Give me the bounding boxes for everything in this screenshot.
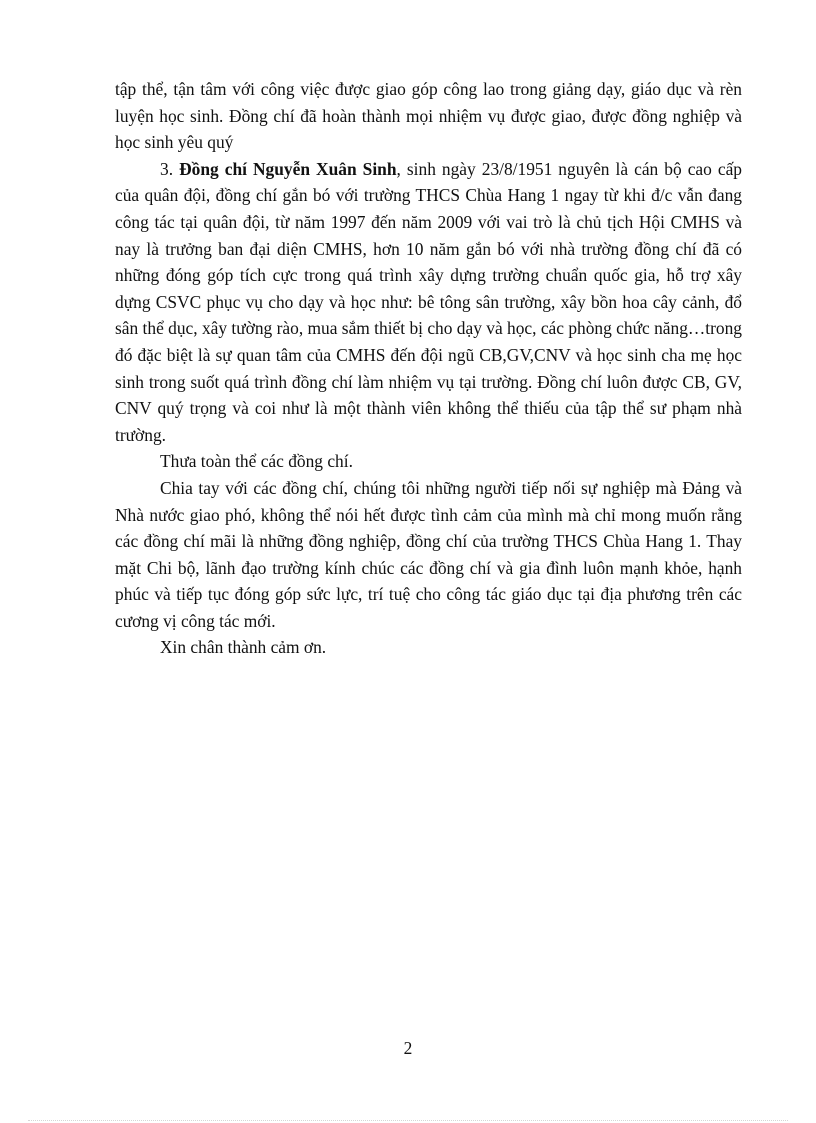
paragraph-greeting: Thưa toàn thể các đồng chí. bbox=[160, 451, 353, 472]
paragraph-farewell: Chia tay với các đồng chí, chúng tôi những người tiếp nối sự nghiệp mà Đảng và Nhà nước giao phó, không thể nói hết được tình cảm của mình mà chỉ mong muốn rằng các đồng chí mãi là những đồng nghiệp, đồng chí của trường THCS Chùa Hang 1. Thay mặt Chi bộ, lãnh đạo trường kính chúc các đồng chí và gia đình luôn mạnh khỏe, hạnh phúc và tiếp tục đóng góp sức lực, trí tuệ cho công tác giáo dục tại địa phương trên các cương vị công tác mới. bbox=[115, 477, 742, 631]
paragraph-item-3 bbox=[115, 156, 742, 449]
paragraph-thanks: Xin chân thành cảm ơn. bbox=[160, 637, 327, 658]
document-body bbox=[115, 76, 742, 661]
page-number: 2 bbox=[403, 1038, 413, 1058]
honoree-name: Đồng chí Nguyễn Xuân Sinh bbox=[179, 158, 397, 179]
honoree-description: , sinh ngày 23/8/1951 nguyên là cán bộ cao cấp của quân đội, đồng chí gắn bó với trường THCS Chùa Hang 1 ngay từ khi đ/c vẫn đang công tác tại quân đội, từ năm 1997 đến năm 2009 với vai trò là chủ tịch Hội CMHS và nay là trưởng ban đại diện CMHS, hơn 10 năm gắn bó với nhà trường đồng chí đã có những đóng góp tích cực trong quá trình xây dựng trường chuẩn quốc gia, hỗ trợ xây dựng CSVC phục vụ cho dạy và học như: bê tông sân trường, xây bồn hoa cây cảnh, đổ sân thể dục, xây tường rào, mua sắm thiết bị cho dạy và học, các phòng chức năng…trong đó đặc biệt là sự quan tâm của CMHS đến đội ngũ CB,GV,CNV và học sinh cha mẹ học sinh trong suốt quá trình đồng chí làm nhiệm vụ tại trường. Đồng chí luôn được CB, GV, CNV quý trọng và coi như là một thành viên không thể thiếu của tập thể sư phạm nhà trường. bbox=[115, 158, 743, 445]
paragraph-continuation: tập thể, tận tâm với công việc được giao góp công lao trong giảng dạy, giáo dục và rèn luyện học sinh. Đồng chí đã hoàn thành mọi nhiệm vụ được giao, được đồng nghiệp và học sinh yêu quý bbox=[115, 79, 742, 153]
item-number: 3. bbox=[160, 158, 180, 179]
page-bottom-divider bbox=[28, 1120, 788, 1121]
